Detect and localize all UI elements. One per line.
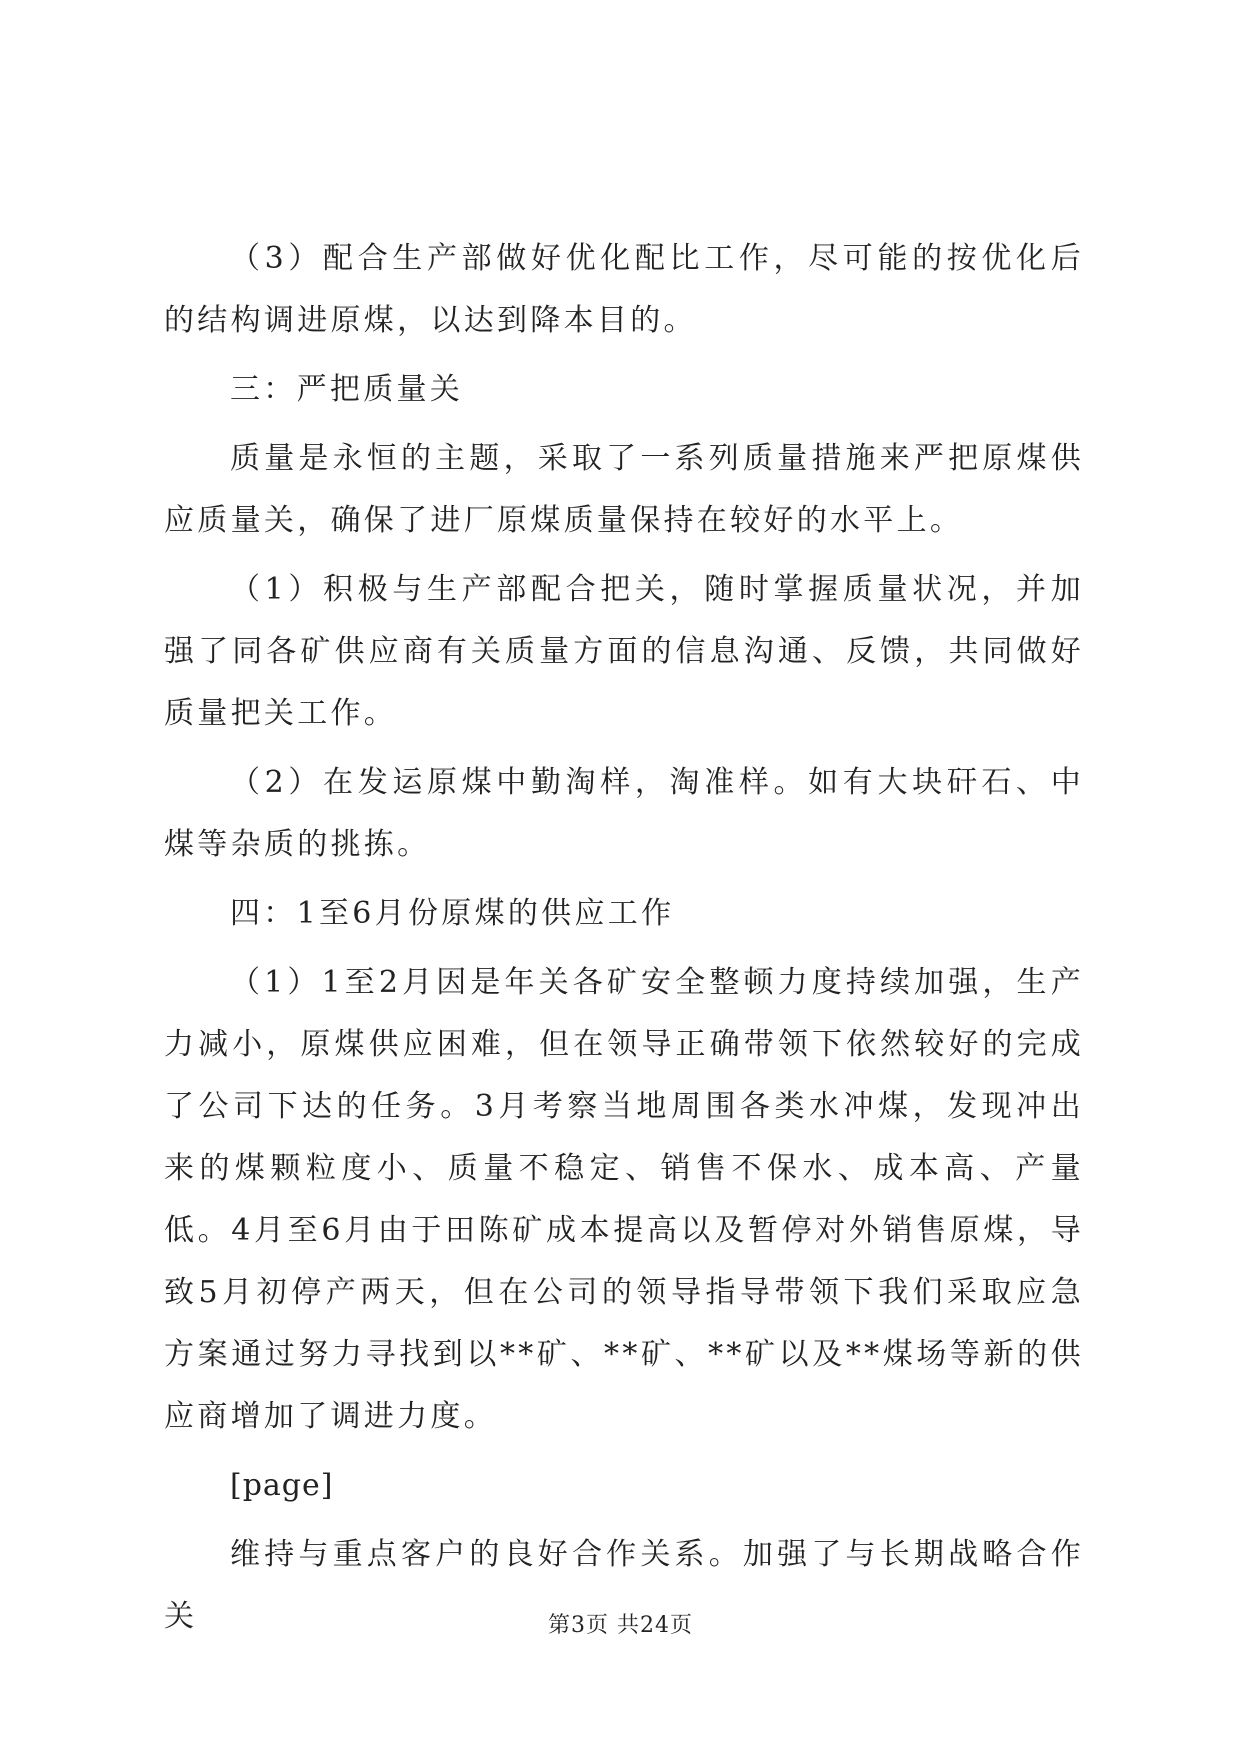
paragraph-quality-item-2: （2）在发运原煤中勤淘样，淘准样。如有大块矸石、中煤等杂质的挑拣。: [164, 765, 1084, 862]
paragraph-quality-theme: 质量是永恒的主题，采取了一系列质量措施来严把原煤供应质量关，确保了进厂原煤质量保持在较好的水平上。: [164, 441, 1084, 538]
paragraph-quality-item-1: （1）积极与生产部配合把关，随时掌握质量状况，并加强了同各矿供应商有关质量方面的信息沟通、反馈，共同做好质量把关工作。: [164, 572, 1084, 731]
paragraph-supply-item-1: （1）1至2月因是年关各矿安全整顿力度持续加强，生产力减小，原煤供应困难，但在领导正确带领下依然较好的完成了公司下达的任务。3月考察当地周围各类水冲煤，发现冲出来的煤颗粒度小、质量不稳定、销售不保水、成本高、产量低。4月至6月由于田陈矿成本提高以及暂停对外销售原煤，导致5月初停产两天，但在公司的领导指导带领下我们采取应急方案通过努力寻找到以**矿、**矿、**矿以及**煤场等新的供应商增加了调进力度。: [164, 965, 1084, 1434]
section-heading-quality: 三：严把质量关: [230, 372, 464, 407]
page-marker: [page]: [230, 1468, 334, 1503]
document-body: [164, 228, 1084, 1655]
page-footer: 第3页 共24页: [548, 1613, 693, 1638]
section-heading-supply: 四：1至6月份原煤的供应工作: [230, 896, 675, 931]
paragraph-optimize-ratio: （3）配合生产部做好优化配比工作，尽可能的按优化后的结构调进原煤，以达到降本目的。: [164, 241, 1084, 338]
paragraph-key-clients: 维持与重点客户的良好合作关系。加强了与长期战略合作关: [164, 1537, 1084, 1634]
